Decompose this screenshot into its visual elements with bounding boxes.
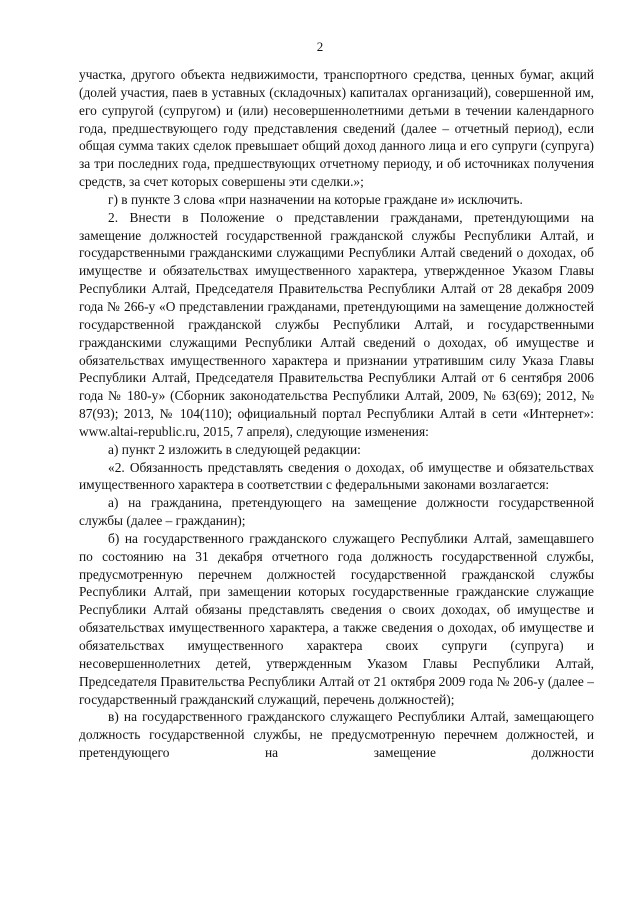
paragraph-item-g: г) в пункте 3 слова «при назначении на которые граждане и» исключить. — [108, 191, 523, 207]
paragraph-subitem-v: в) на государственного гражданского служащего Республики Алтай, замещающего должность государственной службы, не предусмотренную перечнем должностей, и претендующего на замещение должности — [79, 709, 594, 761]
document-body — [79, 66, 594, 762]
paragraph-subitem-a: а) на гражданина, претендующего на замещение должности государственной службы (далее – гражданин); — [79, 495, 594, 529]
paragraph-subitem-b: б) на государственного гражданского служащего Республики Алтай, замещавшего по состоянию на 31 декабря отчетного года должность государственной службы, предусмотренную перечнем должностей государственной гражданской службы Республики Алтай, при замещении которых государственные гражданские служащие Республики Алтай обязаны представлять сведения о своих доходах, об имуществе и обязательствах имущественного характера, а также сведения о доходах, об имуществе и обязательствах имущественного характера своих супруги (супруга) и несовершеннолетних детей, утвержденным Указом Главы Республики Алтай, Председателя Правительства Республики Алтай от 21 октября 2009 года № 206-у (далее – государственный гражданский служащий, перечень должностей); — [79, 530, 594, 707]
paragraph-section-2: 2. Внести в Положение о представлении гражданами, претендующими на замещение должностей государственной гражданской службы Республики Алтай, и государственными гражданскими служащими Республики Алтай сведений о доходах, об имуществе и обязательствах имущественного характера, утвержденное Указом Главы Республики Алтай, Председателя Правительства Республики Алтай от 28 декабря 2009 года № 266-у «О представлении гражданами, претендующими на замещение должностей государственной гражданской службы Республики Алтай, и государственными гражданскими служащими Республики Алтай сведений о доходах, об имуществе и обязательствах имущественного характера и признании утратившим силу Указа Главы Республики Алтай, Председателя Правительства Республики Алтай от 6 сентября 2006 года № 180-у» (Сборник законодательства Республики Алтай, 2009, № 63(69); 2012, № 87(93); 2013, № 104(110); официальный портал Республики Алтай в сети «Интернет»: www.altai-republic.ru, 2015, 7 апреля), следующие изменения: — [79, 209, 594, 439]
paragraph-item-a-intro: а) пункт 2 изложить в следующей редакции: — [108, 441, 361, 457]
paragraph-deal-sources: участка, другого объекта недвижимости, транспортного средства, ценных бумаг, акций (долей участия, паев в уставных (складочных) капиталах организаций), совершенной им, его супругой (супругом) и (или) несовершеннолетними детьми в течении календарного года, предшествующего году представления сведений (далее – отчетный период), если общая сумма таких сделок превышает общий доход данного лица и его супруги (супруга) за три последних года, предшествующих отчетному периоду, и об источниках получения средств, за счет которых совершены эти сделки.»; — [79, 67, 594, 190]
page-number: 2 — [316, 39, 324, 54]
paragraph-clause-2: «2. Обязанность представлять сведения о доходах, об имуществе и обязательствах имущественного характера в соответствии с федеральными законами возлагается: — [79, 459, 594, 493]
